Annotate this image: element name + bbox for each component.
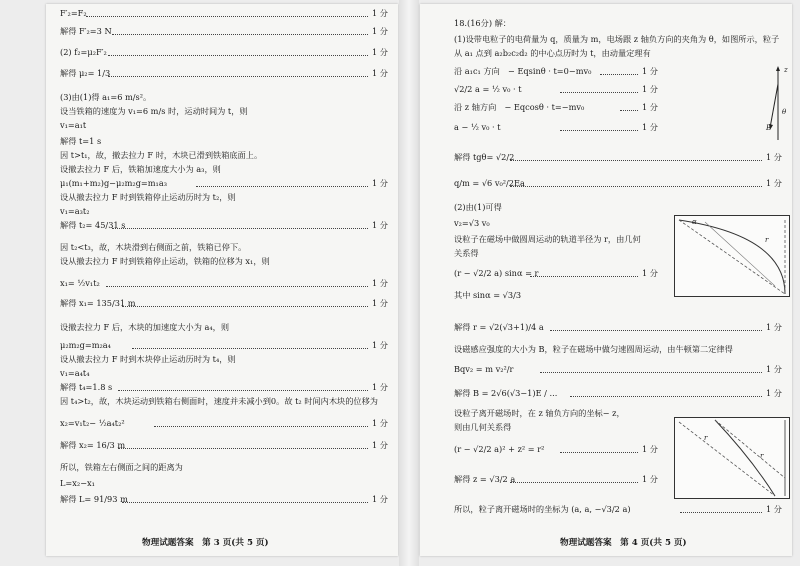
radius-line-3: [705, 222, 775, 286]
dot-leader: [560, 129, 638, 131]
field-angle-figure: [768, 64, 790, 142]
dot-leader: [154, 425, 368, 427]
answer-line: (r − √2/2 a) sinα = r: [454, 268, 539, 278]
answer-line: x₁= ½v₁t₂: [60, 278, 100, 288]
answer-line: 因 t>t₁，故，撤去拉力 F 时，木块已滑到铁箱底面上。: [60, 150, 263, 160]
page-footer: 物理试题答案 第 4 页(共 5 页): [560, 538, 687, 548]
answer-line: 解得 t₄=1.8 s: [60, 382, 113, 392]
dot-leader: [112, 227, 368, 229]
answer-line: (1)设带电粒子的电荷量为 q，质量为 m，电场跟 z 轴负方向的夹角为 θ，如图所示，粒子: [454, 34, 780, 44]
answer-line: (2)由(1)可得: [454, 202, 502, 212]
trajectory-figure-2: [674, 417, 790, 499]
score-mark: 1 分: [642, 474, 658, 484]
score-mark: 1 分: [372, 47, 388, 57]
answer-line: 则由几何关系得: [454, 422, 512, 432]
answer-line: (2) f₂=μ₂F′₂: [60, 47, 107, 57]
dot-leader: [540, 371, 762, 373]
answer-line: 解得 tgθ= √2/2: [454, 152, 515, 162]
dot-leader: [196, 185, 368, 187]
dot-leader: [680, 511, 762, 513]
fig1-theta-label: θ: [782, 108, 787, 116]
answer-line: 解得 z = √3/2 a: [454, 474, 516, 484]
answer-line: 设磁感应强度的大小为 B，粒子在磁场中做匀速圆周运动，由牛顿第二定律得: [454, 344, 733, 354]
answer-line: 设撤去拉力 F 后，铁箱加速度大小为 a₃，则: [60, 164, 221, 174]
answer-line: 解得 r = √2(√3+1)/4 a: [454, 322, 544, 332]
field-vector: [770, 84, 778, 128]
score-mark: 1 分: [642, 102, 658, 112]
dot-leader: [560, 451, 638, 453]
score-mark: 1 分: [372, 68, 388, 78]
dot-leader: [122, 305, 368, 307]
answer-line: 解得 x₂= 16/3 m: [60, 440, 126, 450]
answer-line: 因 t₂<t₃，故，木块滑到右侧面之前，铁箱已停下。: [60, 242, 247, 252]
trajectory-arc: [679, 220, 785, 294]
answer-line: 设从撤去拉力 F 时到铁箱停止运动历时为 t₂，则: [60, 192, 236, 202]
answer-line: μ₂m₂g=m₂a₄: [60, 340, 111, 350]
score-mark: 1 分: [642, 84, 658, 94]
book-gutter: [399, 0, 419, 566]
dot-leader: [118, 447, 368, 449]
answer-line: 设撤去拉力 F 后，木块的加速度大小为 a₄，则: [60, 322, 230, 332]
dot-leader: [570, 395, 762, 397]
answer-line: 其中 sinα = √3/3: [454, 290, 522, 300]
answer-page-3: [46, 4, 398, 556]
dot-leader: [108, 75, 368, 77]
answer-line: (r − √2/2 a)² + z² = r²: [454, 444, 545, 454]
score-mark: 1 分: [766, 364, 782, 374]
score-mark: 1 分: [372, 298, 388, 308]
answer-line: L=x₂−x₁: [60, 478, 95, 488]
fig1-e-label: E: [766, 124, 772, 132]
dot-leader: [108, 54, 368, 56]
dot-leader: [510, 185, 762, 187]
answer-line: 解得 F′₂=3 N: [60, 26, 112, 36]
answer-line: 从 a₁ 点到 a₂b₂c₂d₂ 的中心点历时为 t，由动量定理有: [454, 48, 651, 58]
score-mark: 1 分: [372, 340, 388, 350]
dot-leader: [510, 481, 638, 483]
answer-line: v₁=a₄t₄: [60, 368, 90, 378]
score-mark: 1 分: [372, 220, 388, 230]
answer-line: 沿 z 轴方向 − Eqcosθ · t=−mv₀: [454, 102, 585, 112]
dot-leader: [106, 285, 368, 287]
answer-line: 解得 L= 91/93 m: [60, 494, 128, 504]
dot-leader: [600, 73, 638, 75]
answer-line: 解得 t₂= 45/31 s: [60, 220, 126, 230]
answer-line: a − ½ v₀ · t: [454, 122, 501, 132]
score-mark: 1 分: [372, 278, 388, 288]
score-mark: 1 分: [766, 388, 782, 398]
dot-leader: [620, 109, 638, 111]
score-mark: 1 分: [372, 418, 388, 428]
dot-leader: [550, 329, 762, 331]
answer-line: 关系得: [454, 248, 479, 258]
trajectory-figure-1: [674, 215, 790, 297]
answer-line: 解得 t=1 s: [60, 136, 102, 146]
answer-line: μ₁(m₁+m₂)g−μ₂m₂g=m₁a₃: [60, 178, 168, 188]
answer-page-4: [420, 4, 792, 556]
score-mark: 1 分: [766, 152, 782, 162]
answer-line: Bqv₂ = m v₂²/r: [454, 364, 514, 374]
score-mark: 1 分: [766, 178, 782, 188]
score-mark: 1 分: [372, 494, 388, 504]
answer-line: 18.(16分) 解：: [454, 18, 511, 28]
score-mark: 1 分: [372, 382, 388, 392]
answer-line: (3)由(1)得 a₁=6 m/s²。: [60, 92, 152, 102]
answer-line: 设从撤去拉力 F 时到铁箱停止运动，铁箱的位移为 x₁，则: [60, 256, 270, 266]
exit-radius-2: [715, 420, 785, 478]
answer-line: q/m = √6 v₀²/2Ea: [454, 178, 525, 188]
dot-leader: [112, 33, 368, 35]
score-mark: 1 分: [642, 122, 658, 132]
score-mark: 1 分: [372, 440, 388, 450]
radius-line-1: [679, 220, 785, 294]
answer-line: v₁=a₃t₂: [60, 206, 90, 216]
fig2-r-label: r: [765, 236, 769, 244]
answer-line: 设粒子在磁场中做圆周运动的轨道半径为 r，由几何: [454, 234, 641, 244]
answer-line: 设当铁箱的速度为 v₁=6 m/s 时，运动时间为 t，则: [60, 106, 248, 116]
answer-line: 解得 x₁= 135/31 m: [60, 298, 136, 308]
score-mark: 1 分: [766, 504, 782, 514]
dot-leader: [122, 501, 368, 503]
answer-line: 设从撤去拉力 F 时到木块停止运动历时为 t₄，则: [60, 354, 236, 364]
score-mark: 1 分: [372, 8, 388, 18]
exit-arc: [715, 420, 775, 496]
fig1-z-label: z: [784, 66, 788, 74]
answer-line: F′₂=F₂: [60, 8, 87, 18]
page-footer: 物理试题答案 第 3 页(共 5 页): [142, 538, 269, 548]
score-mark: 1 分: [642, 66, 658, 76]
answer-line: 解得 B = 2√6(√3−1)E / ...: [454, 388, 558, 398]
fig3-r-label-2: r: [760, 452, 764, 460]
answer-line: 所以，铁箱左右侧面之间的距离为: [60, 462, 183, 472]
z-axis-arrow: [776, 66, 780, 71]
answer-line: 设粒子离开磁场时，在 z 轴负方向的坐标− z，: [454, 408, 625, 418]
dot-leader: [118, 389, 368, 391]
answer-line: 沿 a₁c₁ 方向 − Eqsinθ · t=0−mv₀: [454, 66, 592, 76]
dot-leader: [510, 159, 762, 161]
score-mark: 1 分: [372, 26, 388, 36]
answer-line: v₂=√3 v₀: [454, 218, 490, 228]
answer-line: x₂=v₁t₂− ½a₄t₂²: [60, 418, 125, 428]
score-mark: 1 分: [642, 268, 658, 278]
score-mark: 1 分: [642, 444, 658, 454]
dot-leader: [560, 91, 638, 93]
answer-line: 所以，粒子离开磁场时的坐标为 (a, a, −√3/2 a): [454, 504, 631, 514]
answer-line: v₁=a₁t: [60, 120, 87, 130]
score-mark: 1 分: [372, 178, 388, 188]
dot-leader: [530, 275, 638, 277]
answer-line: 因 t₄>t₂，故，木块运动到铁箱右侧面时，速度并未减小到0。故 t₂ 时间内木块的位移为: [60, 396, 378, 406]
answer-line: 解得 μ₂= 1/3: [60, 68, 111, 78]
dot-leader: [132, 347, 368, 349]
answer-line: √2/2 a = ½ v₀ · t: [454, 84, 522, 94]
fig2-alpha-label: α: [692, 218, 697, 226]
score-mark: 1 分: [766, 322, 782, 332]
fig3-r-label-1: r: [704, 434, 708, 442]
dot-leader: [86, 15, 368, 17]
